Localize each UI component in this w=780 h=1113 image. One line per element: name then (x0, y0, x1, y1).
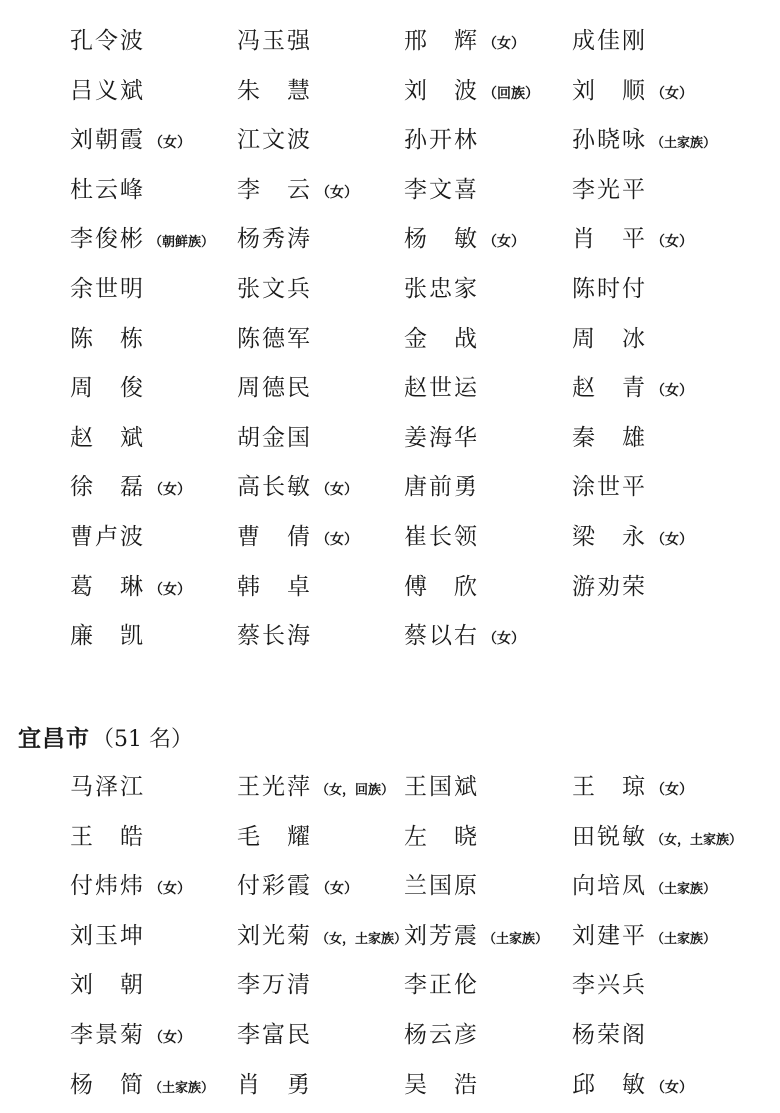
person-note: （女） (316, 482, 358, 499)
person-name: 徐 磊 (70, 474, 145, 501)
person-note: （女） (316, 881, 358, 898)
person-name: 赵 青 (572, 375, 647, 402)
person-name: 江文波 (237, 127, 312, 154)
name-row (0, 912, 780, 962)
person-name: 游劝荣 (572, 573, 647, 600)
person-name: 曹卢波 (70, 523, 145, 550)
person-name: 赵世运 (404, 375, 479, 402)
name-entry (237, 912, 407, 962)
name-entry (572, 265, 651, 315)
person-name: 刘芳震 (404, 922, 479, 949)
name-entry (70, 862, 191, 912)
name-entry (237, 1011, 316, 1061)
person-name: 邱 敏 (572, 1071, 647, 1098)
name-entry (572, 463, 651, 513)
name-row (0, 315, 780, 365)
name-entry (572, 17, 651, 67)
person-name: 刘朝霞 (70, 127, 145, 154)
name-row (0, 961, 780, 1011)
section-title: 宜昌市 (18, 726, 90, 752)
person-name: 杨 简 (70, 1071, 145, 1098)
person-name: 张忠家 (404, 275, 479, 302)
person-name: 杨云彦 (404, 1021, 479, 1048)
name-entry (572, 315, 651, 365)
name-entry (70, 414, 149, 464)
person-name: 杨秀涛 (237, 226, 312, 253)
name-row (0, 763, 780, 813)
name-entry (572, 513, 693, 563)
name-entry (237, 17, 316, 67)
person-note: （女） (149, 1029, 191, 1046)
person-name: 孙晓咏 (572, 127, 647, 154)
name-entry (70, 513, 149, 563)
person-note: （女） (483, 36, 525, 52)
person-note: （女，土家族） (316, 931, 408, 947)
name-entry (70, 563, 191, 613)
person-name: 刘建平 (572, 922, 647, 949)
name-row (0, 215, 780, 265)
name-entry (237, 414, 316, 464)
person-note: （女，回族） (316, 783, 395, 798)
person-note: （女） (149, 881, 191, 898)
person-name: 陈时付 (572, 275, 647, 302)
person-name: 梁 永 (572, 523, 647, 550)
name-entry (572, 912, 716, 962)
name-entry (237, 612, 316, 662)
person-name: 崔长领 (404, 523, 479, 550)
name-entry (70, 612, 149, 662)
person-note: （女） (651, 85, 693, 102)
person-note: （土家族） (651, 931, 717, 947)
person-name: 李文喜 (404, 176, 479, 203)
name-entry (404, 67, 539, 117)
name-row (0, 612, 780, 662)
name-entry (237, 563, 316, 613)
name-entry (70, 265, 149, 315)
name-row (0, 862, 780, 912)
person-name: 李万清 (237, 972, 312, 999)
name-entry (237, 1061, 316, 1111)
person-note: （女） (651, 234, 693, 251)
name-entry (70, 166, 149, 216)
name-entry (572, 116, 716, 166)
name-entry (404, 414, 483, 464)
name-entry (572, 364, 693, 414)
name-row (0, 17, 780, 67)
person-name: 马泽江 (70, 774, 145, 800)
person-name: 刘 波 (404, 77, 479, 104)
name-entry (572, 961, 651, 1011)
person-name: 秦 雄 (572, 424, 647, 451)
person-name: 周德民 (237, 375, 312, 402)
person-name: 李富民 (237, 1021, 312, 1048)
person-name: 张文兵 (237, 275, 312, 302)
person-name: 蔡以右 (404, 623, 479, 650)
name-entry (404, 116, 483, 166)
person-note: （女） (316, 184, 358, 201)
person-name: 李俊彬 (70, 226, 145, 253)
name-entry (70, 215, 214, 265)
person-note: （女） (316, 531, 358, 548)
name-entry (404, 265, 483, 315)
name-row (0, 265, 780, 315)
name-row (0, 463, 780, 513)
name-entry (237, 763, 394, 813)
name-entry (404, 17, 525, 67)
name-entry (572, 166, 651, 216)
name-entry (237, 116, 316, 166)
name-list-block-yichang (0, 763, 780, 1110)
person-name: 李景菊 (70, 1021, 145, 1048)
person-name: 陈德军 (237, 325, 312, 352)
name-entry (404, 961, 483, 1011)
name-entry (404, 166, 483, 216)
section-heading (18, 714, 193, 764)
person-name: 李正伦 (404, 972, 479, 999)
person-name: 毛 耀 (237, 823, 312, 850)
person-name: 杨荣阁 (572, 1021, 647, 1048)
person-name: 肖 平 (572, 226, 647, 253)
name-row (0, 414, 780, 464)
name-entry (70, 912, 149, 962)
name-entry (404, 513, 483, 563)
person-name: 陈 栋 (70, 325, 145, 352)
name-entry (237, 315, 316, 365)
name-entry (404, 563, 483, 613)
person-name: 葛 琳 (70, 573, 145, 600)
person-name: 周 冰 (572, 325, 647, 352)
person-note: （女） (483, 234, 525, 251)
person-note: （女） (149, 482, 191, 499)
person-name: 韩 卓 (237, 573, 312, 600)
person-name: 曹 倩 (237, 523, 312, 550)
name-entry (70, 961, 149, 1011)
person-note: （土家族） (149, 1080, 215, 1096)
person-name: 王国斌 (404, 774, 479, 800)
person-note: （女） (651, 383, 693, 400)
name-entry (70, 315, 149, 365)
person-name: 孔令波 (70, 28, 145, 54)
name-entry (404, 215, 525, 265)
person-name: 刘玉坤 (70, 922, 145, 949)
name-entry (404, 1061, 483, 1111)
name-entry (70, 463, 191, 513)
person-name: 冯玉强 (237, 28, 312, 54)
person-name: 吴 浩 (404, 1071, 479, 1098)
name-entry (70, 1011, 191, 1061)
name-entry (237, 961, 316, 1011)
person-name: 王光萍 (237, 774, 312, 800)
name-entry (572, 414, 651, 464)
person-name: 左 晓 (404, 823, 479, 850)
name-entry (237, 265, 316, 315)
person-name: 高长敏 (237, 474, 312, 501)
person-name: 杨 敏 (404, 226, 479, 253)
name-entry (70, 67, 149, 117)
name-entry (572, 1011, 651, 1061)
person-name: 胡金国 (237, 424, 312, 451)
name-entry (572, 763, 693, 813)
name-row (0, 67, 780, 117)
person-name: 孙开林 (404, 127, 479, 154)
person-note: （女） (149, 581, 191, 598)
person-name: 唐前勇 (404, 474, 479, 501)
person-note: （朝鲜族） (149, 235, 215, 251)
person-name: 肖 勇 (237, 1071, 312, 1098)
name-entry (237, 67, 316, 117)
person-note: （女） (149, 135, 191, 152)
person-name: 杜云峰 (70, 176, 145, 203)
person-note: （女） (651, 1079, 693, 1096)
person-name: 李 云 (237, 176, 312, 203)
person-name: 兰国原 (404, 873, 479, 900)
name-entry (70, 364, 149, 414)
person-note: （女） (651, 531, 693, 548)
name-entry (404, 813, 483, 863)
name-row (0, 513, 780, 563)
name-entry (237, 813, 316, 863)
person-note: （土家族） (483, 931, 549, 947)
name-row (0, 1011, 780, 1061)
person-note: （女，土家族） (651, 832, 743, 848)
name-row (0, 364, 780, 414)
section-count: （51 名） (92, 727, 193, 752)
name-entry (572, 1061, 693, 1111)
name-entry (70, 813, 149, 863)
name-entry (237, 862, 358, 912)
person-name: 向培凤 (572, 873, 647, 900)
person-name: 邢 辉 (404, 28, 479, 54)
person-name: 李兴兵 (572, 972, 647, 999)
person-note: （土家族） (651, 882, 717, 898)
name-row (0, 166, 780, 216)
name-entry (237, 463, 358, 513)
person-name: 蔡长海 (237, 623, 312, 650)
person-name: 涂世平 (572, 474, 647, 501)
name-entry (70, 763, 149, 813)
name-entry (70, 17, 149, 67)
person-name: 刘 朝 (70, 972, 145, 999)
person-name: 田锐敏 (572, 823, 647, 850)
person-name: 付炜炜 (70, 873, 145, 900)
person-name: 刘 顺 (572, 77, 647, 104)
name-row (0, 116, 780, 166)
name-list-block (0, 17, 780, 662)
name-entry (237, 215, 316, 265)
person-note: （土家族） (651, 136, 717, 152)
person-name: 王 琼 (572, 774, 647, 800)
person-note: （回族） (483, 85, 539, 102)
name-entry (70, 116, 191, 166)
name-entry (237, 166, 358, 216)
name-entry (404, 1011, 483, 1061)
name-entry (572, 862, 716, 912)
person-name: 廉 凯 (70, 623, 145, 650)
name-entry (572, 67, 693, 117)
name-entry (404, 315, 483, 365)
name-entry (572, 813, 742, 863)
person-name: 朱 慧 (237, 77, 312, 104)
person-name: 王 皓 (70, 823, 145, 850)
name-entry (404, 912, 548, 962)
name-entry (237, 364, 316, 414)
person-name: 傅 欣 (404, 573, 479, 600)
person-name: 余世明 (70, 275, 145, 302)
name-entry (70, 1061, 214, 1111)
person-name: 刘光菊 (237, 922, 312, 949)
name-entry (404, 612, 525, 662)
name-entry (404, 463, 483, 513)
person-name: 姜海华 (404, 424, 479, 451)
name-entry (404, 862, 483, 912)
person-name: 金 战 (404, 325, 479, 352)
person-note: （女） (651, 782, 693, 798)
name-row (0, 563, 780, 613)
person-name: 赵 斌 (70, 424, 145, 451)
person-name: 周 俊 (70, 375, 145, 402)
person-name: 吕义斌 (70, 77, 145, 104)
name-row (0, 1061, 780, 1111)
person-note: （女） (483, 631, 525, 648)
name-entry (572, 612, 576, 662)
person-name: 付彩霞 (237, 873, 312, 900)
name-entry (404, 364, 483, 414)
name-row (0, 813, 780, 863)
person-name: 李光平 (572, 176, 647, 203)
name-entry (404, 763, 483, 813)
person-name: 成佳刚 (572, 28, 647, 54)
name-entry (237, 513, 358, 563)
name-entry (572, 563, 651, 613)
name-entry (572, 215, 693, 265)
